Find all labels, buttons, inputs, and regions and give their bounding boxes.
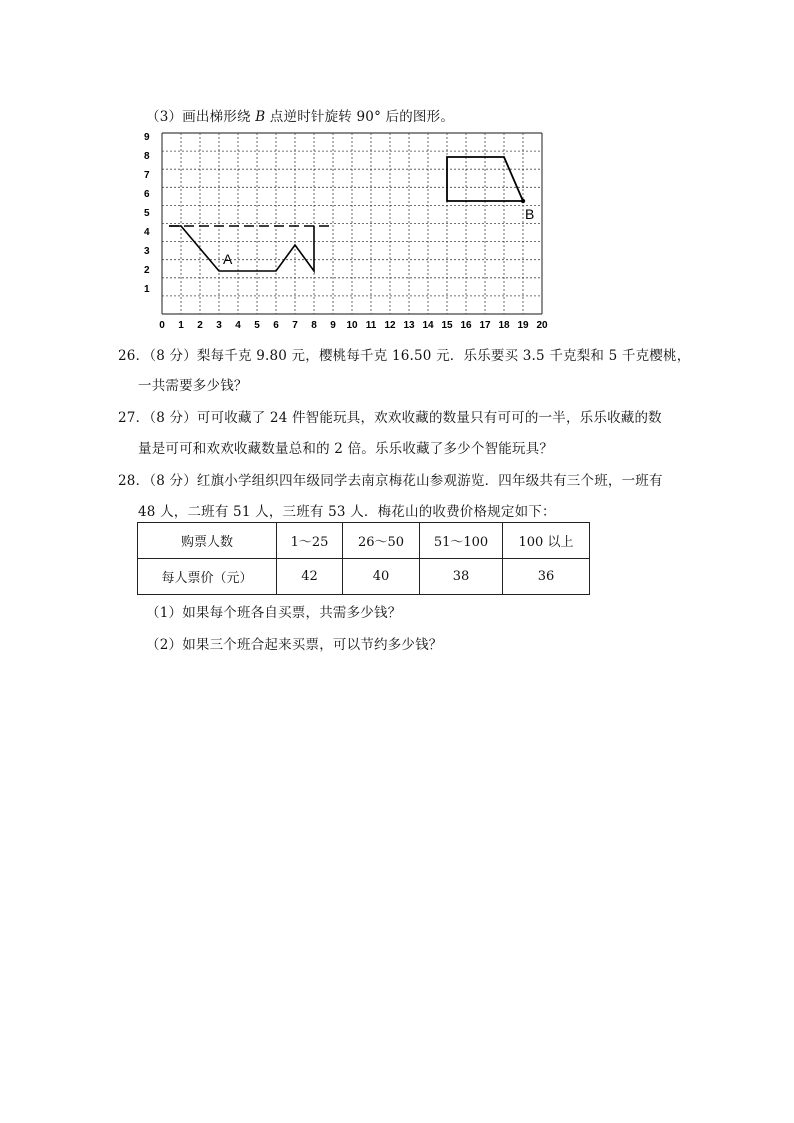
q28-sub2: （2）如果三个班合起来买票，可以节约多少钱？ (146, 637, 443, 653)
y-tick-label: 2 (144, 265, 150, 276)
table-cell: 36 (503, 559, 590, 595)
table-header-cell: 100 以上 (503, 523, 590, 559)
x-tick-label: 7 (292, 320, 298, 331)
x-tick-label: 14 (422, 320, 434, 331)
table-header-cell: 26～50 (343, 523, 420, 559)
x-tick-label: 20 (536, 320, 548, 331)
y-tick-label: 6 (144, 189, 150, 200)
q27-line2: 量是可可和欢欢收藏数量总和的 2 倍。乐乐收藏了多少个智能玩具？ (138, 441, 554, 457)
x-tick-label: 0 (159, 320, 165, 331)
x-tick-label: 3 (216, 320, 222, 331)
x-tick-label: 11 (365, 320, 377, 331)
y-tick-label: 9 (144, 132, 150, 143)
table-cell: 42 (277, 559, 343, 595)
coordinate-grid (138, 128, 558, 334)
x-tick-label: 18 (498, 320, 510, 331)
q28-line1: 28．（8 分）红旗小学组织四年级同学去南京梅花山参观游览．四年级共有三个班，一班有 (118, 473, 663, 489)
x-tick-label: 4 (235, 320, 241, 331)
shape-a-outline (169, 226, 314, 271)
y-tick-label: 8 (144, 151, 150, 162)
table-cell: 40 (343, 559, 420, 595)
x-tick-label: 12 (384, 320, 396, 331)
x-tick-label: 16 (460, 320, 472, 331)
x-tick-label: 15 (441, 320, 453, 331)
y-tick-label: 4 (144, 227, 150, 238)
table-row (138, 559, 590, 595)
table-row (138, 523, 590, 559)
x-tick-label: 5 (254, 320, 260, 331)
table-header-cell: 购票人数 (138, 523, 277, 559)
x-tick-label: 9 (330, 320, 336, 331)
point-b-dot (521, 199, 525, 203)
y-tick-label: 3 (144, 246, 150, 257)
x-tick-label: 2 (197, 320, 203, 331)
point-b-variable: B (255, 109, 266, 125)
y-tick-label: 5 (144, 208, 150, 219)
x-tick-label: 10 (346, 320, 358, 331)
x-tick-label: 13 (403, 320, 415, 331)
q26-line1: 26．（8 分）梨每千克 9.80 元，樱桃每千克 16.50 元．乐乐要买 3.5 千克梨和 5 千克樱桃， (118, 348, 691, 364)
q28-line2: 48 人，二班有 51 人，三班有 53 人．梅花山的收费价格规定如下： (138, 504, 556, 520)
q26-line2: 一共需要多少钱？ (138, 378, 248, 394)
x-tick-label: 6 (273, 320, 279, 331)
label-b: B (525, 206, 535, 222)
x-tick-label: 1 (178, 320, 184, 331)
y-tick-label: 7 (144, 170, 150, 181)
y-tick-label: 1 (144, 284, 150, 295)
q25-part3-instruction: （3）画出梯形绕 B 点逆时针旋转 90° 后的图形。 (146, 109, 455, 125)
x-tick-label: 8 (311, 320, 317, 331)
q28-sub1: （1）如果每个班各自买票，共需多少钱？ (146, 605, 402, 621)
table-header-cell: 1～25 (277, 523, 343, 559)
x-tick-label: 19 (517, 320, 529, 331)
label-a: A (223, 251, 233, 267)
ticket-price-table (137, 522, 590, 595)
x-tick-label: 17 (479, 320, 491, 331)
table-cell: 每人票价（元） (138, 559, 277, 595)
table-header-cell: 51～100 (420, 523, 503, 559)
grid-figure (138, 128, 558, 334)
q27-line1: 27．（8 分）可可收藏了 24 件智能玩具，欢欢收藏的数量只有可可的一半，乐乐收藏的数 (118, 410, 662, 426)
table-cell: 38 (420, 559, 503, 595)
